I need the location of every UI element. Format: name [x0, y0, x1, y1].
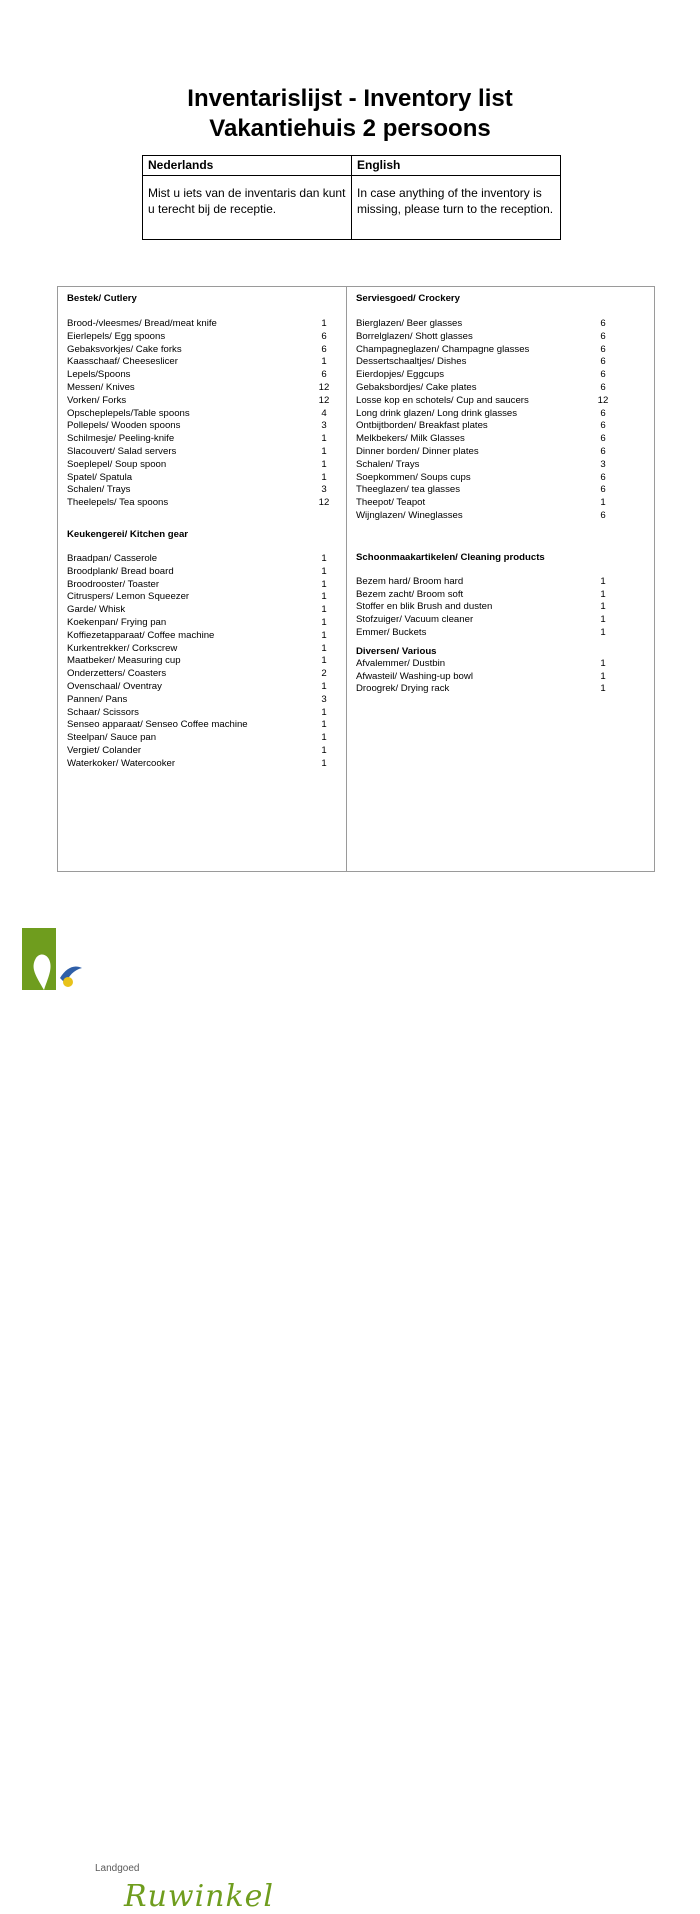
inventory-row — [67, 484, 346, 497]
inventory-row — [356, 382, 654, 395]
inventory-row — [356, 576, 654, 589]
item-quantity: 6 — [600, 445, 606, 457]
item-name: Theeglazen/ tea glasses — [356, 484, 460, 496]
item-name: Kurkentrekker/ Corkscrew — [67, 642, 178, 654]
item-quantity: 6 — [321, 343, 327, 355]
inventory-row — [67, 344, 346, 357]
item-quantity: 6 — [600, 369, 606, 381]
document-title — [0, 84, 700, 144]
item-quantity: 1 — [321, 719, 327, 731]
inventory-row — [67, 707, 346, 720]
item-name: Stofzuiger/ Vacuum cleaner — [356, 614, 474, 626]
item-quantity: 4 — [321, 407, 327, 419]
inventory-row — [356, 484, 654, 497]
inventory-row — [67, 643, 346, 656]
item-name: Bezem hard/ Broom hard — [356, 575, 464, 587]
item-quantity: 12 — [318, 394, 330, 406]
english-heading: English — [352, 156, 560, 176]
inventory-row — [67, 668, 346, 681]
inventory-row — [67, 745, 346, 758]
item-quantity: 1 — [600, 588, 606, 600]
item-name: Soepkommen/ Soups cups — [356, 471, 471, 483]
item-name: Wijnglazen/ Wineglasses — [356, 509, 463, 521]
fleur-de-lis-icon — [22, 928, 102, 990]
item-name: Gebaksvorkjes/ Cake forks — [67, 343, 182, 355]
item-name: Braadpan/ Casserole — [67, 552, 158, 564]
item-quantity: 6 — [600, 433, 606, 445]
item-name: Eierdopjes/ Eggcups — [356, 369, 444, 381]
item-name: Afvalemmer/ Dustbin — [356, 657, 446, 669]
english-text: In case anything of the inventory is missing, please turn to the reception. — [357, 186, 554, 216]
item-name: Schilmesje/ Peeling-knife — [67, 433, 175, 445]
item-name: Senseo apparaat/ Senseo Coffee machine — [67, 719, 248, 731]
item-quantity: 1 — [321, 732, 327, 744]
inventory-row — [356, 589, 654, 602]
inventory-row — [356, 658, 654, 671]
inventory-row — [67, 433, 346, 446]
item-quantity: 1 — [321, 757, 327, 769]
item-name: Ovenschaal/ Oventray — [67, 680, 162, 692]
inventory-row — [67, 497, 346, 510]
item-name: Theepot/ Teapot — [356, 497, 426, 509]
item-quantity: 12 — [318, 381, 330, 393]
item-quantity: 1 — [321, 565, 327, 577]
item-list — [356, 576, 654, 640]
item-name: Stoffer en blik Brush and dusten — [356, 601, 493, 613]
item-quantity: 3 — [321, 484, 327, 496]
item-quantity: 6 — [600, 381, 606, 393]
item-quantity: 1 — [321, 471, 327, 483]
item-quantity: 1 — [600, 497, 606, 509]
inventory-row — [356, 344, 654, 357]
inventory-row — [356, 627, 654, 640]
item-quantity: 12 — [318, 497, 330, 509]
item-name: Ontbijtborden/ Breakfast plates — [356, 420, 488, 432]
item-name: Vergiet/ Colander — [67, 744, 142, 756]
item-quantity: 12 — [597, 394, 609, 406]
item-quantity: 1 — [600, 575, 606, 587]
item-quantity: 1 — [321, 458, 327, 470]
item-quantity: 1 — [600, 614, 606, 626]
inventory-row — [67, 420, 346, 433]
inventory-row — [67, 604, 346, 617]
item-quantity: 1 — [600, 683, 606, 695]
item-name: Koekenpan/ Frying pan — [67, 616, 167, 628]
inventory-row — [67, 408, 346, 421]
cleaning-section — [356, 552, 654, 640]
item-quantity: 1 — [321, 680, 327, 692]
item-quantity: 6 — [321, 330, 327, 342]
item-quantity: 1 — [321, 318, 327, 329]
crockery-section — [356, 293, 654, 523]
item-quantity: 1 — [600, 601, 606, 613]
item-quantity: 6 — [600, 356, 606, 368]
inventory-row — [356, 459, 654, 472]
inventory-row — [67, 591, 346, 604]
inventory-row — [356, 356, 654, 369]
item-name: Kaasschaaf/ Cheeseslicer — [67, 356, 178, 368]
item-quantity: 6 — [600, 318, 606, 329]
inventory-row — [67, 395, 346, 408]
cutlery-section — [67, 293, 346, 510]
inventory-left-column — [58, 287, 346, 871]
item-name: Eierlepels/ Egg spoons — [67, 330, 166, 342]
item-name: Lepels/Spoons — [67, 369, 131, 381]
item-quantity: 1 — [321, 433, 327, 445]
item-name: Broodrooster/ Toaster — [67, 578, 160, 590]
inventory-row — [67, 579, 346, 592]
item-name: Emmer/ Buckets — [356, 626, 427, 638]
item-quantity: 1 — [321, 642, 327, 654]
inventory-row — [67, 318, 346, 331]
item-name: Opscheplepels/Table spoons — [67, 407, 190, 419]
item-name: Vorken/ Forks — [67, 394, 127, 406]
logo-landgoed-text: Landgoed — [95, 1863, 140, 1874]
item-list — [67, 318, 346, 510]
inventory-row — [67, 331, 346, 344]
item-name: Pannen/ Pans — [67, 693, 128, 705]
item-quantity: 1 — [321, 578, 327, 590]
item-name: Afwasteil/ Washing-up bowl — [356, 670, 473, 682]
inventory-row — [67, 472, 346, 485]
inventory-row — [356, 395, 654, 408]
inventory-row — [67, 553, 346, 566]
item-name: Bezem zacht/ Broom soft — [356, 588, 464, 600]
inventory-row — [356, 472, 654, 485]
logo-dot-yellow — [63, 977, 73, 987]
item-quantity: 1 — [321, 655, 327, 667]
inventory-row — [356, 614, 654, 627]
item-quantity: 1 — [321, 744, 327, 756]
inventory-row — [67, 719, 346, 732]
inventory-row — [356, 671, 654, 684]
inventory-row — [356, 601, 654, 614]
item-quantity: 1 — [321, 591, 327, 603]
inventory-row — [356, 433, 654, 446]
item-quantity: 1 — [321, 629, 327, 641]
english-column — [351, 156, 560, 239]
item-quantity: 1 — [321, 356, 327, 368]
item-quantity: 3 — [321, 693, 327, 705]
item-name: Steelpan/ Sauce pan — [67, 732, 157, 744]
item-name: Borrelglazen/ Shott glasses — [356, 330, 473, 342]
item-name: Koffiezetapparaat/ Coffee machine — [67, 629, 215, 641]
item-name: Pollepels/ Wooden spoons — [67, 420, 181, 432]
inventory-table — [57, 286, 655, 872]
section-title: Schoonmaakartikelen/ Cleaning products — [356, 551, 545, 563]
item-quantity: 2 — [321, 668, 327, 680]
inventory-row — [356, 510, 654, 523]
item-quantity: 6 — [600, 509, 606, 521]
inventory-right-column — [346, 287, 654, 871]
inventory-row — [67, 758, 346, 771]
item-quantity: 6 — [600, 471, 606, 483]
section-title: Diversen/ Various — [356, 645, 437, 657]
item-name: Schalen/ Trays — [67, 484, 131, 496]
inventory-row — [67, 694, 346, 707]
inventory-row — [67, 382, 346, 395]
section-title: Bestek/ Cutlery — [67, 293, 137, 304]
dutch-heading: Nederlands — [143, 156, 351, 176]
item-quantity: 6 — [600, 330, 606, 342]
item-quantity: 6 — [600, 420, 606, 432]
language-table — [142, 155, 561, 240]
kitchen-section — [67, 529, 346, 771]
inventory-row — [356, 683, 654, 696]
inventory-row — [356, 420, 654, 433]
item-quantity: 6 — [600, 343, 606, 355]
inventory-row — [356, 408, 654, 421]
inventory-row — [67, 617, 346, 630]
dutch-column — [143, 156, 351, 239]
item-name: Onderzetters/ Coasters — [67, 668, 167, 680]
item-name: Theelepels/ Tea spoons — [67, 497, 169, 509]
item-name: Spatel/ Spatula — [67, 471, 133, 483]
item-name: Schaar/ Scissors — [67, 706, 139, 718]
item-name: Messen/ Knives — [67, 381, 135, 393]
inventory-row — [67, 459, 346, 472]
inventory-row — [67, 369, 346, 382]
logo-ruwinkel-text: Ruwinkel — [124, 1879, 275, 1914]
item-name: Maatbeker/ Measuring cup — [67, 655, 181, 667]
item-quantity: 3 — [600, 458, 606, 470]
inventory-row — [67, 356, 346, 369]
item-quantity: 1 — [321, 706, 327, 718]
inventory-row — [67, 566, 346, 579]
item-name: Waterkoker/ Watercooker — [67, 757, 176, 769]
item-quantity: 6 — [321, 369, 327, 381]
inventory-row — [67, 630, 346, 643]
item-name: Slacouvert/ Salad servers — [67, 445, 177, 457]
item-quantity: 3 — [321, 420, 327, 432]
section-title: Keukengerei/ Kitchen gear — [67, 528, 189, 540]
misc-section — [356, 646, 654, 696]
item-list — [67, 553, 346, 771]
item-quantity: 1 — [600, 626, 606, 638]
item-name: Losse kop en schotels/ Cup and saucers — [356, 394, 529, 406]
inventory-row — [356, 497, 654, 510]
item-name: Dinner borden/ Dinner plates — [356, 445, 479, 457]
title-line-2: Vakantiehuis 2 persoons — [209, 115, 491, 142]
item-quantity: 1 — [600, 670, 606, 682]
inventory-row — [356, 318, 654, 331]
item-name: Soeplepel/ Soup spoon — [67, 458, 167, 470]
section-title: Serviesgoed/ Crockery — [356, 293, 460, 304]
item-quantity: 6 — [600, 484, 606, 496]
inventory-row — [67, 655, 346, 668]
inventory-row — [67, 732, 346, 745]
item-list — [356, 318, 654, 523]
item-quantity: 6 — [600, 407, 606, 419]
ruwinkel-logo — [22, 928, 275, 1914]
inventory-row — [67, 681, 346, 694]
item-name: Schalen/ Trays — [356, 458, 420, 470]
item-quantity: 1 — [321, 604, 327, 616]
item-name: Champagneglazen/ Champagne glasses — [356, 343, 530, 355]
item-quantity: 1 — [321, 552, 327, 564]
item-name: Broodplank/ Bread board — [67, 565, 174, 577]
inventory-row — [67, 446, 346, 459]
item-quantity: 1 — [600, 657, 606, 669]
inventory-row — [356, 369, 654, 382]
inventory-row — [356, 331, 654, 344]
item-list — [356, 658, 654, 696]
item-name: Gebaksbordjes/ Cake plates — [356, 381, 477, 393]
item-quantity: 1 — [321, 445, 327, 457]
item-quantity: 1 — [321, 616, 327, 628]
inventory-row — [356, 446, 654, 459]
item-name: Citruspers/ Lemon Squeezer — [67, 591, 190, 603]
item-name: Brood-/vleesmes/ Bread/meat knife — [67, 318, 217, 329]
item-name: Long drink glazen/ Long drink glasses — [356, 407, 518, 419]
item-name: Bierglazen/ Beer glasses — [356, 318, 463, 329]
item-name: Melkbekers/ Milk Glasses — [356, 433, 465, 445]
item-name: Garde/ Whisk — [67, 604, 126, 616]
title-line-1: Inventarislijst - Inventory list — [187, 85, 513, 112]
item-name: Dessertschaaltjes/ Dishes — [356, 356, 467, 368]
item-name: Droogrek/ Drying rack — [356, 683, 450, 695]
dutch-text: Mist u iets van de inventaris dan kunt u terecht bij de receptie. — [148, 186, 346, 216]
